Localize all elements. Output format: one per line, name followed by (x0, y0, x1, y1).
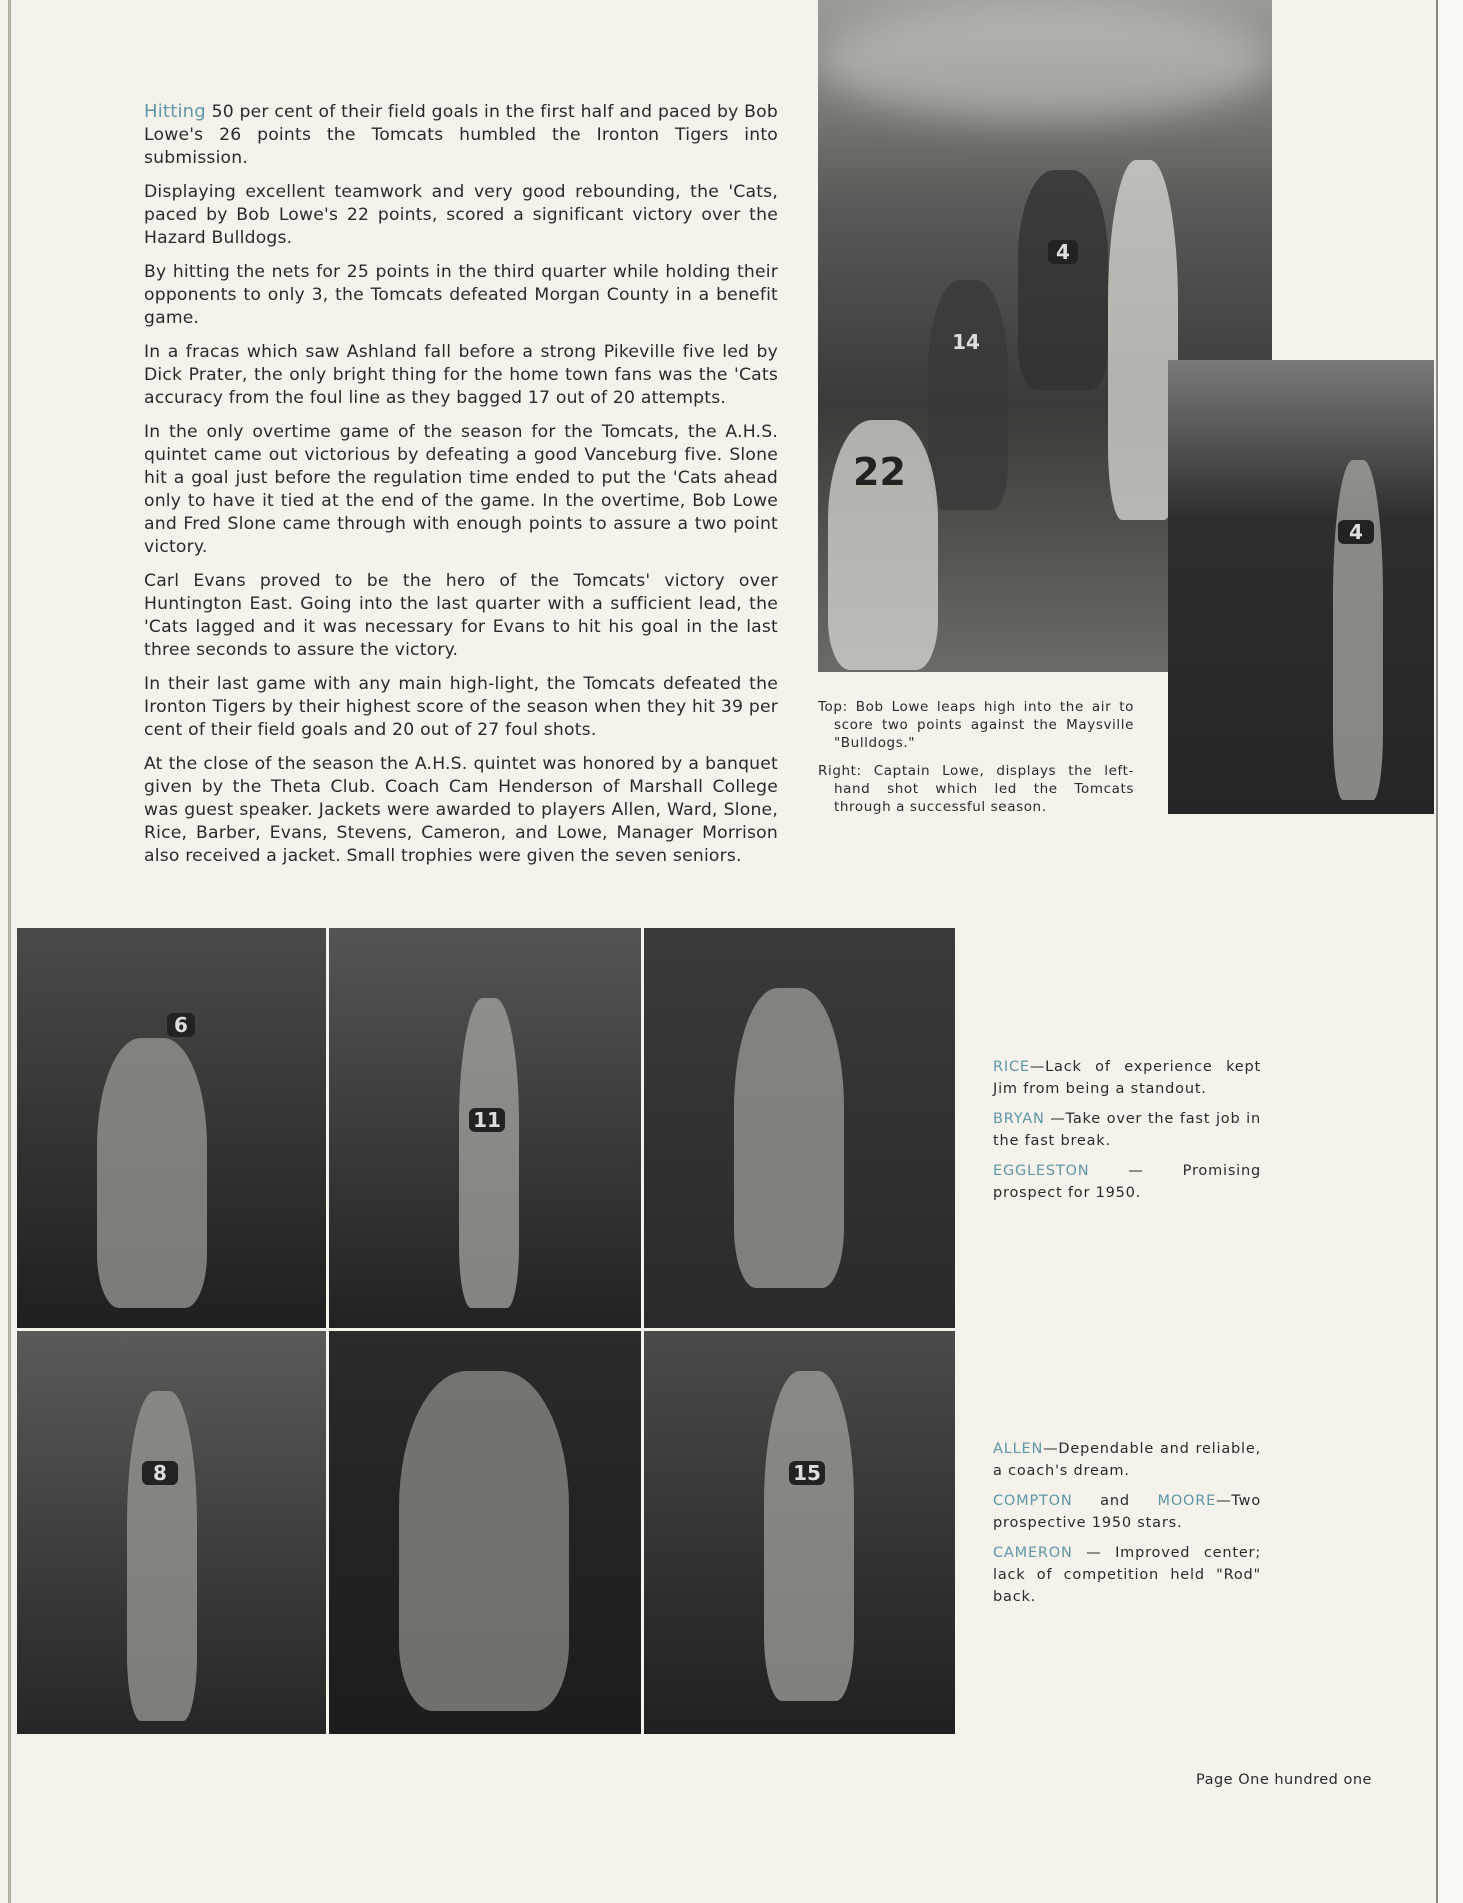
jersey-number: 22 (853, 450, 906, 494)
story-paragraph: Carl Evans proved to be the hero of the Tomcats' victory over Huntington East. Going into the last quarter with a sufficient lead, the 'Cats lagged and it was necessary for Evans to hit his goal in the last three seconds to assure the victory. (144, 571, 778, 660)
jersey-number: 14 (952, 330, 980, 354)
page-binding-edge (8, 0, 11, 1903)
note-text: —Lack of experience kept Jim from being a standout. (993, 1059, 1261, 1097)
note-text: — Improved center; lack of competition held "Rod" back. (993, 1545, 1261, 1605)
jersey-number: 11 (469, 1108, 505, 1132)
jersey-number: 8 (142, 1461, 178, 1485)
player-note (993, 1108, 1261, 1152)
note-text: —Take over the fast job in the fast break. (993, 1111, 1261, 1149)
jersey-number: 6 (167, 1013, 195, 1037)
player-name: ALLEN (993, 1441, 1044, 1457)
jersey-number: 15 (789, 1461, 825, 1485)
grid-photo (644, 928, 955, 1328)
grid-photo (17, 1331, 326, 1734)
story-text (144, 100, 778, 879)
caption-right: Right: Captain Lowe, displays the left-hand shot which led the Tomcats through a successful season. (818, 763, 1134, 815)
player-note (993, 1438, 1261, 1482)
grid-photo (329, 928, 641, 1328)
player-notes-top (993, 1056, 1261, 1212)
photo-lowe-left-hand-shot (1168, 360, 1434, 814)
page-number: Page One hundred one (1196, 1772, 1372, 1788)
story-paragraph: By hitting the nets for 25 points in the third quarter while holding their opponents to only 3, the Tomcats defeated Morgan County in a benefit game. (144, 262, 778, 328)
player-name: CAMERON (993, 1545, 1073, 1561)
jersey-number: 4 (1048, 240, 1078, 264)
player-name: COMPTON (993, 1493, 1073, 1509)
story-paragraph: At the close of the season the A.H.S. quintet was honored by a banquet given by the Theta Club. Coach Cam Henderson of Marshall College was guest speaker. Jackets were awarded to players Allen, Ward, Slone, Rice, Barber, Evans, Stevens, Cameron, and Lowe, Manager Morrison also received a jacket. Small trophies were given the seven seniors. (144, 754, 778, 866)
grid-photo (329, 1331, 641, 1734)
note-text: —Two prospective 1950 stars. (993, 1493, 1261, 1531)
grid-photo (17, 928, 326, 1328)
player-name: BRYAN (993, 1111, 1045, 1127)
page-right-edge (1436, 0, 1463, 1903)
story-paragraph: Displaying excellent teamwork and very good rebounding, the 'Cats, paced by Bob Lowe's 22 points, scored a significant victory over the Hazard Bulldogs. (144, 182, 778, 248)
note-text: — Promising prospect for 1950. (993, 1163, 1261, 1201)
story-paragraph: In a fracas which saw Ashland fall before a strong Pikeville five led by Dick Prater, the only bright thing for the home town fans was the 'Cats accuracy from the foul line as they bagged 17 out of 20 attempts. (144, 342, 778, 408)
player-note (993, 1160, 1261, 1204)
lead-word: Hitting (144, 101, 206, 122)
player-note (993, 1056, 1261, 1100)
paragraph-text: 50 per cent of their field goals in the first half and paced by Bob Lowe's 26 points the Tomcats humbled the Ironton Tigers into submission. (144, 102, 778, 168)
player-note (993, 1490, 1261, 1534)
player-name: MOORE (1157, 1493, 1217, 1509)
note-text: —Dependable and reliable, a coach's dream. (993, 1441, 1261, 1479)
caption-top: Top: Bob Lowe leaps high into the air to score two points against the Maysville "Bulldogs." (818, 699, 1134, 751)
story-paragraph: In the only overtime game of the season for the Tomcats, the A.H.S. quintet came out victorious by defeating a good Vanceburg five. Slone hit a goal just before the regulation time ended to put the 'Cats ahead only to have it tied at the end of the game. In the overtime, Bob Lowe and Fred Slone came through with enough points to assure a two point victory. (144, 422, 778, 557)
player-name: RICE (993, 1059, 1030, 1075)
story-paragraph: In their last game with any main high-light, the Tomcats defeated the Ironton Tigers by their highest score of the season when they hit 39 per cent of their field goals and 20 out of 27 foul shots. (144, 674, 778, 740)
story-paragraph (144, 100, 778, 170)
player-notes-bottom (993, 1438, 1261, 1616)
player-name: EGGLESTON (993, 1163, 1090, 1179)
player-note (993, 1542, 1261, 1608)
jersey-number: 4 (1338, 520, 1374, 544)
grid-photo (644, 1331, 955, 1734)
note-text: and (1072, 1493, 1158, 1509)
photo-captions (818, 698, 1134, 826)
